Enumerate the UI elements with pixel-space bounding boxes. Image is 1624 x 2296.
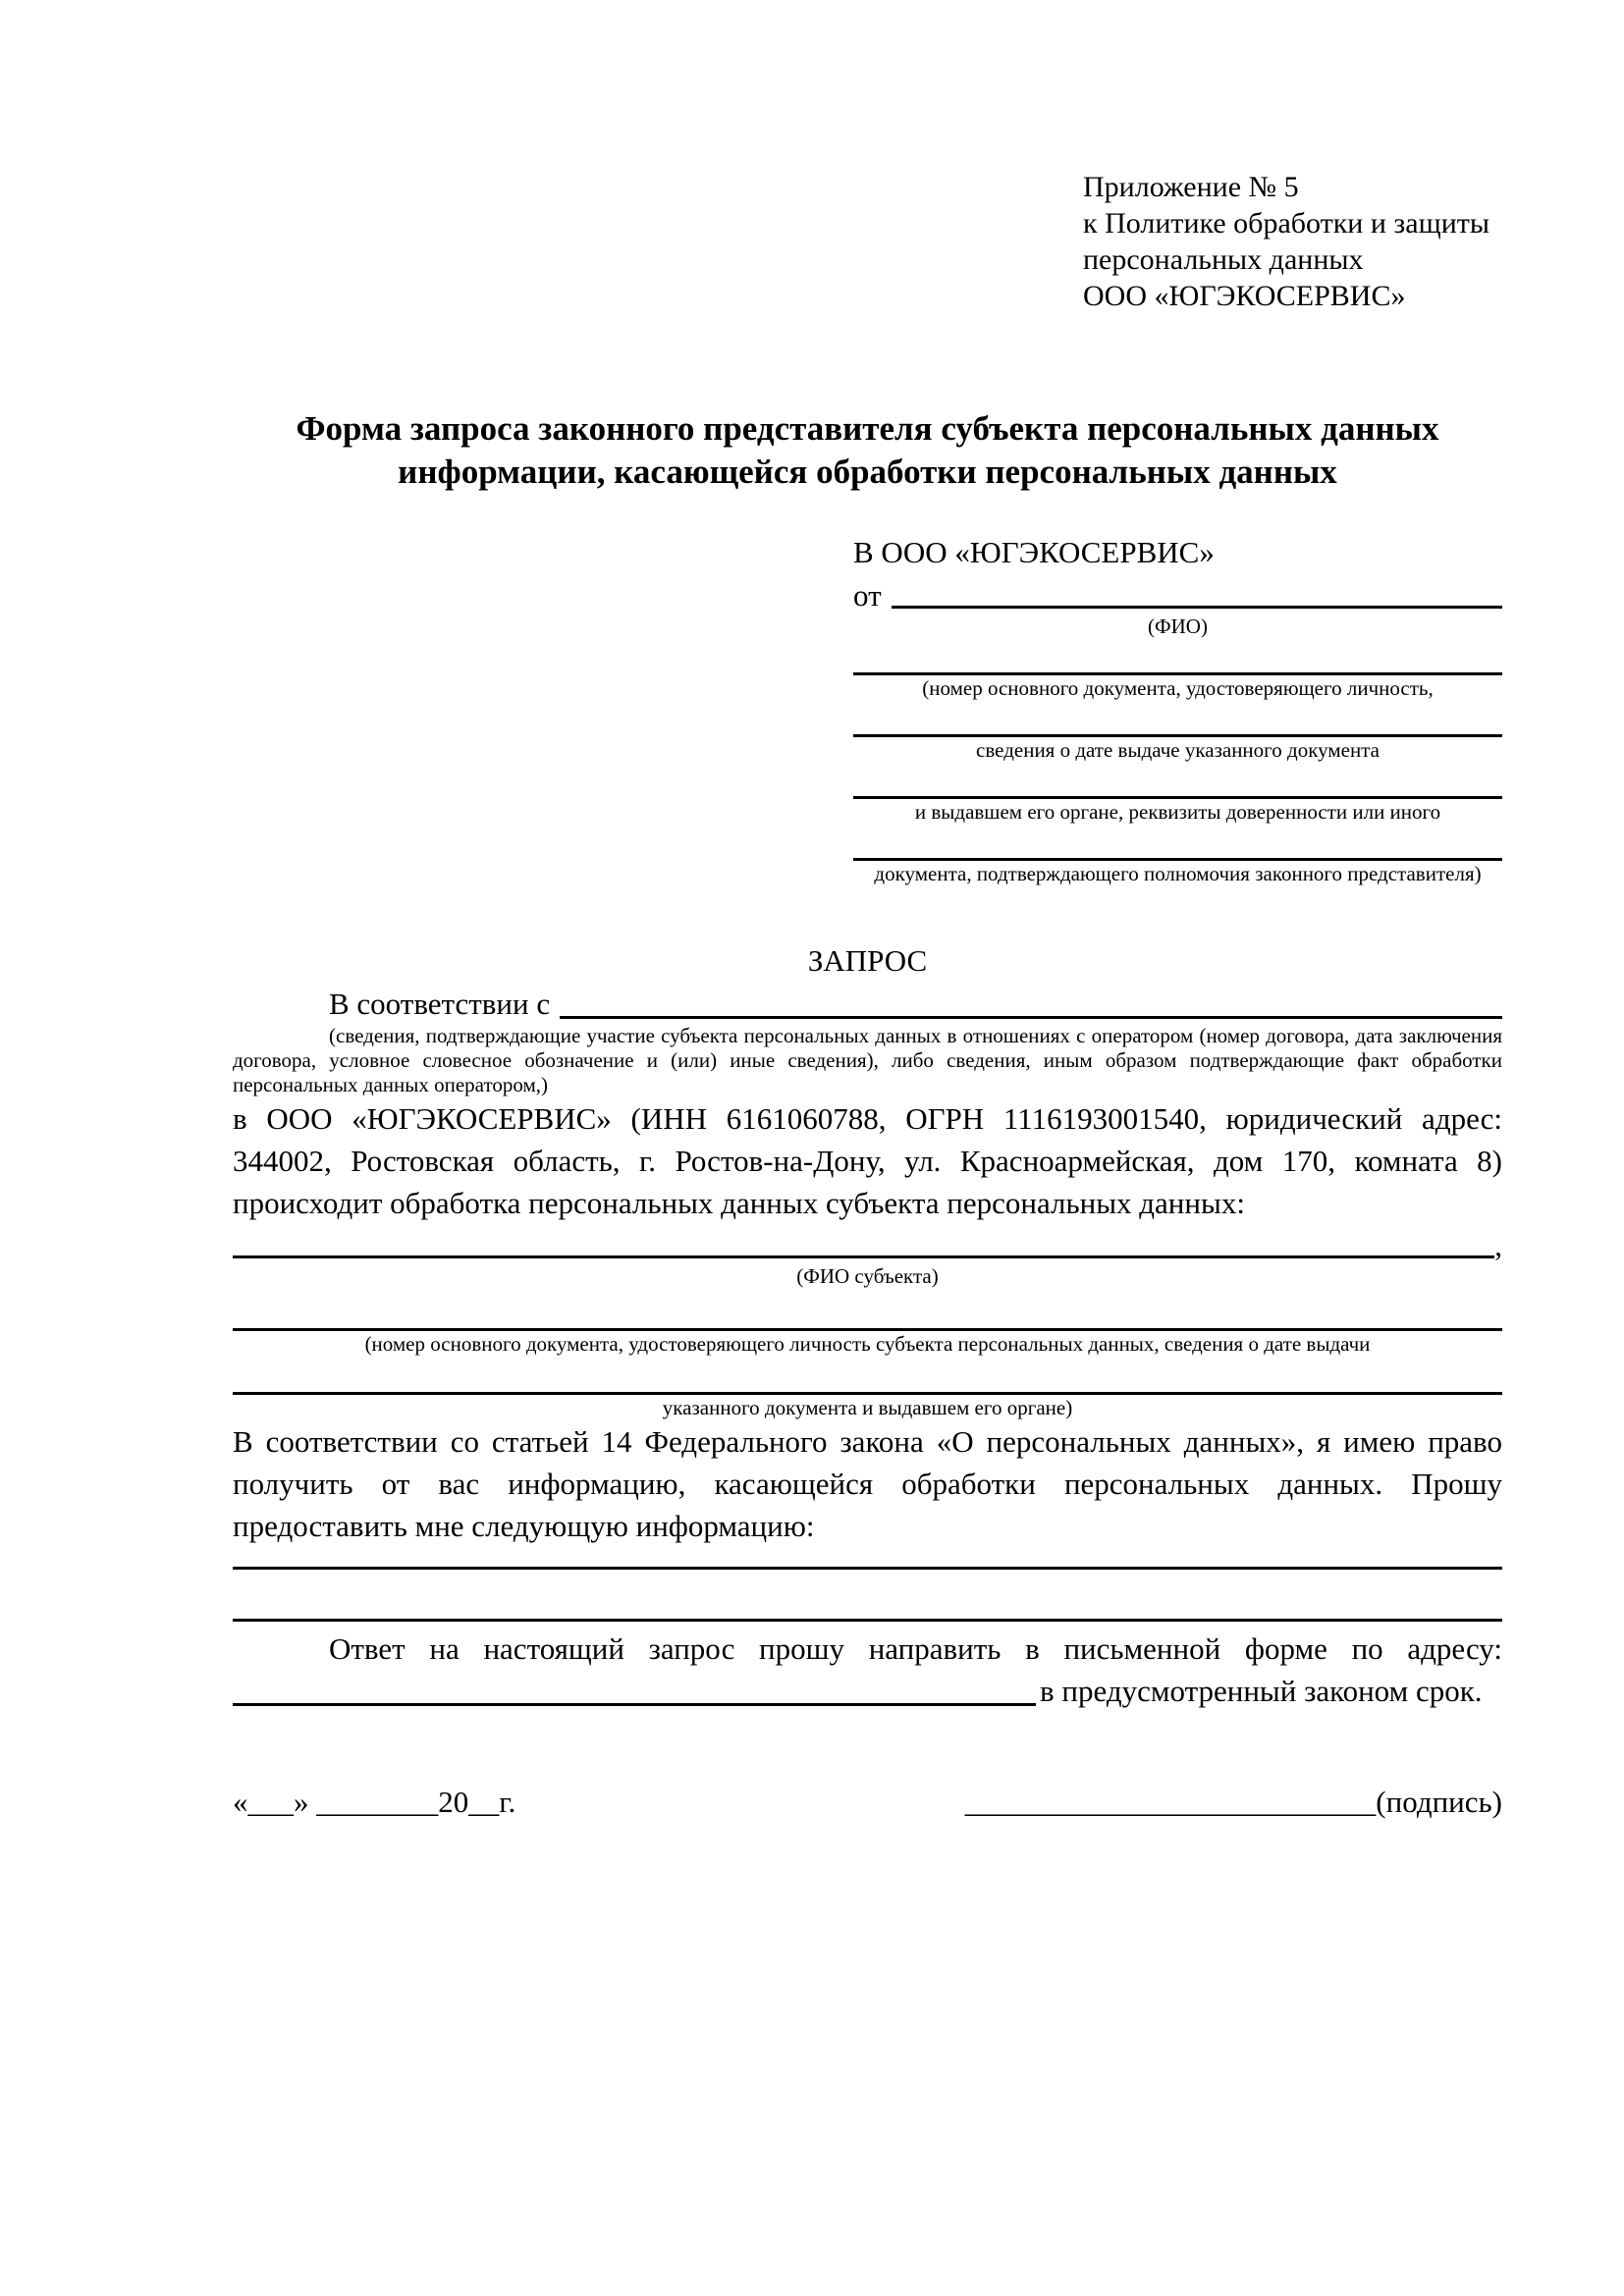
doc-issuer-caption: и выдавшем его органе, реквизиты доверенности или иного bbox=[914, 800, 1441, 824]
operator-paragraph: в ООО «ЮГЭКОСЕРВИС» (ИНН 6161060788, ОГРН 1116193001540, юридический адрес: 344002, Ростовская область, г. Ростов-на-Дону, ул. Красноармейская, дом 170, комната 8) происходит обработка персональных данных субъекта персональных данных: bbox=[233, 1101, 1502, 1220]
requested-info-field-2 bbox=[233, 1619, 1502, 1622]
reply-address-row bbox=[233, 1670, 1502, 1712]
addressee-to: В ООО «ЮГЭКОСЕРВИС» bbox=[853, 535, 1215, 569]
appendix-line-4: ООО «ЮГЭКОСЕРВИС» bbox=[1083, 280, 1406, 312]
request-heading: ЗАПРОС bbox=[807, 943, 928, 978]
addressee-block bbox=[853, 535, 1502, 886]
authority-doc-caption: документа, подтверждающего полномочия законного представителя) bbox=[874, 862, 1482, 885]
in-accordance-row bbox=[233, 985, 1502, 1024]
signature-group bbox=[965, 1783, 1502, 1822]
reply-tail: в предусмотренный законом срок. bbox=[1040, 1674, 1483, 1708]
signature-row bbox=[233, 1783, 1502, 1822]
subject-fio-field bbox=[233, 1228, 1494, 1258]
in-accordance-label: В соответствии с bbox=[329, 987, 551, 1021]
doc-number-caption: (номер основного документа, удостоверяющего личность, bbox=[922, 676, 1434, 700]
basis-footnote: (сведения, подтверждающие участие субъекта персональных данных в отношениях с оператором (номер договора, дата заключения договора, условное словесное обозначение и (или) иные сведения), либо сведения, иным образом подтверждающие факт обработки персональных данных оператором,) bbox=[233, 1024, 1502, 1096]
date-line: «___» ________20__г. bbox=[233, 1785, 516, 1819]
subject-fio-row bbox=[233, 1228, 1502, 1263]
representative-fio-field bbox=[892, 578, 1502, 609]
document-title bbox=[233, 407, 1502, 494]
signature-line: ___________________________ bbox=[964, 1785, 1377, 1819]
subject-fio-caption: (ФИО субъекта) bbox=[796, 1264, 939, 1288]
fio-caption: (ФИО) bbox=[1148, 614, 1208, 638]
from-row bbox=[853, 578, 1502, 614]
rights-paragraph: В соответствии со статьей 14 Федерального закона «О персональных данных», я имею право получить от вас информацию, касающейся обработки персональных данных. Прошу предоставить мне следующую информацию: bbox=[233, 1424, 1502, 1543]
reply-paragraph: Ответ на настоящий запрос прошу направить в письменной форме по адресу: bbox=[329, 1631, 1502, 1666]
trailing-comma: , bbox=[1494, 1228, 1502, 1262]
subject-doc-caption-1: (номер основного документа, удостоверяющего личность субъекта персональных данных, сведения о дате выдачи bbox=[364, 1332, 1371, 1356]
relation-basis-field bbox=[560, 985, 1502, 1019]
requested-info-field-1 bbox=[233, 1567, 1502, 1570]
appendix-block bbox=[1083, 169, 1502, 314]
appendix-line-2: к Политике обработки и защиты bbox=[1083, 207, 1490, 240]
document-title-line-2: информации, касающейся обработки персональных данных bbox=[398, 453, 1337, 491]
document-title-line-1: Форма запроса законного представителя субъекта персональных данных bbox=[296, 409, 1439, 448]
reply-address-field bbox=[233, 1670, 1036, 1706]
appendix-line-1: Приложение № 5 bbox=[1083, 171, 1299, 203]
from-label: от bbox=[853, 578, 882, 613]
appendix-line-3: персональных данных bbox=[1083, 243, 1364, 276]
doc-issue-date-caption: сведения о дате выдаче указанного документа bbox=[976, 738, 1380, 762]
subject-doc-caption-2: указанного документа и выдавшем его органе) bbox=[662, 1396, 1073, 1419]
signature-caption: (подпись) bbox=[1376, 1785, 1502, 1819]
